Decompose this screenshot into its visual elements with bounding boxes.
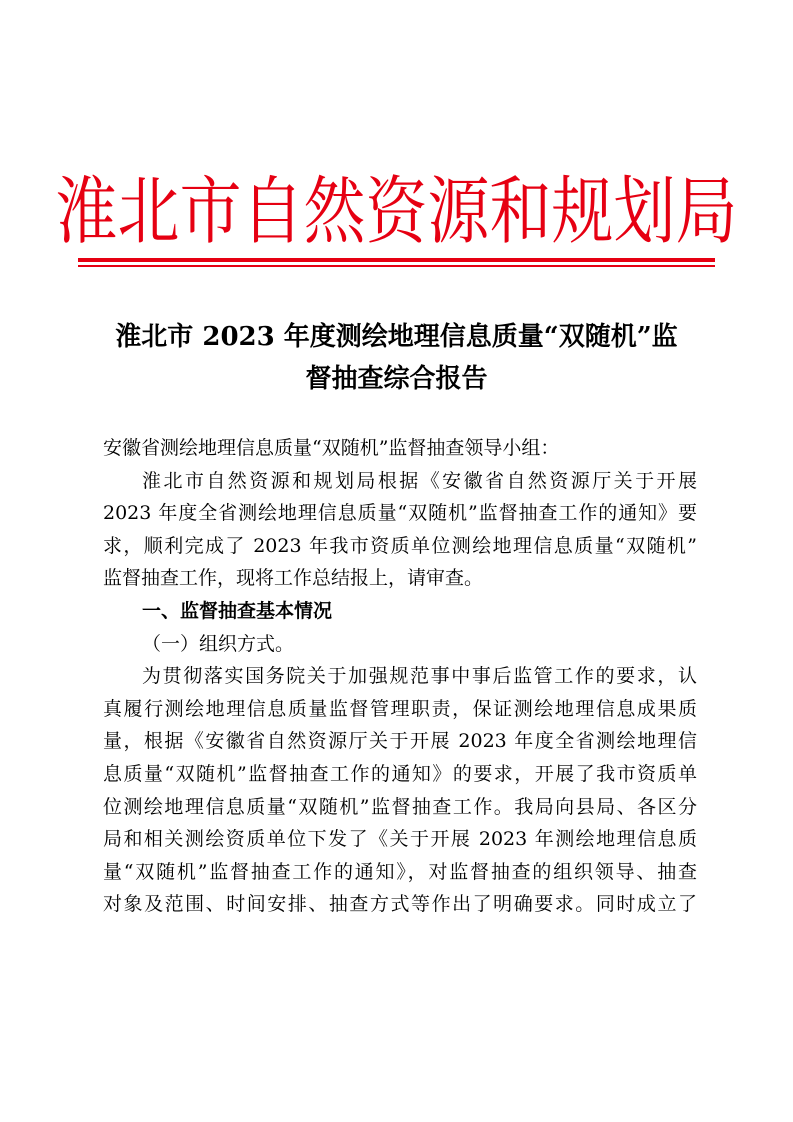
paragraph-line: 量，根据《安徽省自然资源厅关于开展 2023 年度全省测绘地理信 xyxy=(103,730,697,753)
section-heading-1: 一、监督抽查基本情况 xyxy=(142,599,333,622)
intro-line: 淮北市自然资源和规划局根据《安徽省自然资源厅关于开展 xyxy=(142,469,697,492)
document-body xyxy=(103,432,697,921)
masthead-rule-thin xyxy=(78,265,715,267)
salutation: 安徽省测绘地理信息质量“双随机”监督抽查领导小组： xyxy=(103,437,560,459)
intro-line: 求，顺利完成了 2023 年我市资质单位测绘地理信息质量“双随机” xyxy=(103,534,697,557)
paragraph-line: 为贯彻落实国务院关于加强规范事中事后监管工作的要求，认 xyxy=(142,665,697,688)
masthead-org-name: 淮北市自然资源和规划局 xyxy=(55,168,738,255)
masthead-rule-thick xyxy=(78,258,715,262)
intro-line: 2023 年度全省测绘地理信息质量“双随机”监督抽查工作的通知》要 xyxy=(103,502,697,525)
document-title xyxy=(80,316,713,400)
paragraph-line: 对象及范围、时间安排、抽查方式等作出了明确要求。同时成立了 xyxy=(103,893,697,916)
section-heading-2: （一）组织方式。 xyxy=(142,632,295,655)
paragraph-line: 局和相关测绘资质单位下发了《关于开展 2023 年测绘地理信息质 xyxy=(103,828,697,851)
title-line-2: 督抽查综合报告 xyxy=(305,364,488,394)
paragraph-line: 量“双随机”监督抽查工作的通知》，对监督抽查的组织领导、抽查 xyxy=(103,860,697,883)
intro-line: 监督抽查工作，现将工作总结报上，请审查。 xyxy=(103,567,484,590)
paragraph-line: 息质量“双随机”监督抽查工作的通知》的要求，开展了我市资质单 xyxy=(103,762,697,785)
paragraph-line: 真履行测绘地理信息质量监督管理职责，保证测绘地理信息成果质 xyxy=(103,697,697,720)
title-line-1: 淮北市 2023 年度测绘地理信息质量“双随机”监 xyxy=(115,322,678,352)
paragraph-line: 位测绘地理信息质量“双随机”监督抽查工作。我局向县局、各区分 xyxy=(103,795,697,818)
